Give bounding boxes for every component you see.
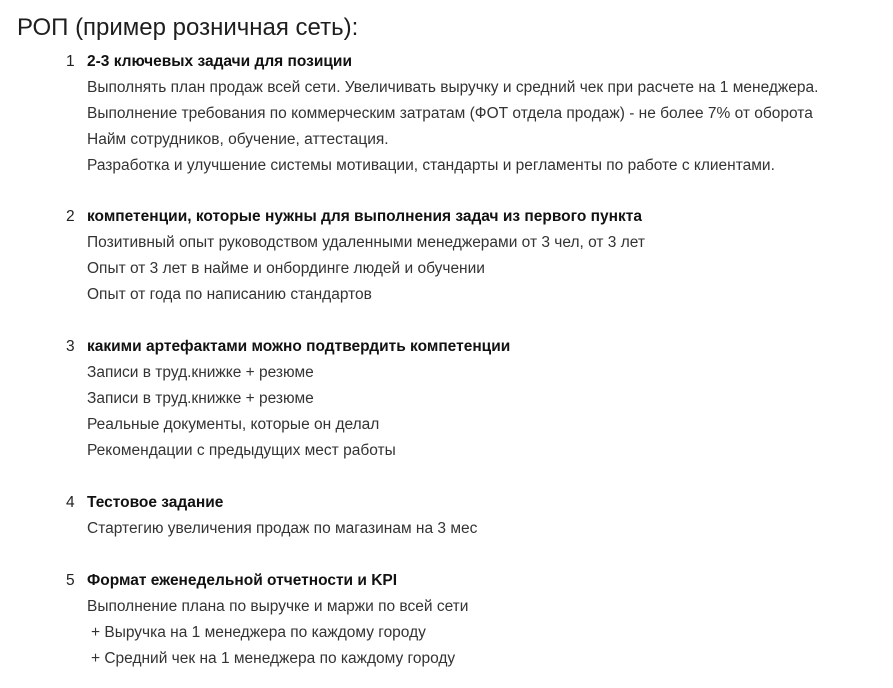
section-heading-row [0,204,893,230]
section-heading-row [0,49,893,75]
list-item [0,127,893,153]
item-text: Найм сотрудников, обучение, аттестация. [87,131,389,148]
item-text: Выполнять план продаж всей сети. Увеличивать выручку и средний чек при расчете на 1 менеджера. [87,79,819,96]
list-item [0,75,893,101]
page-title: РОП (пример розничная сеть): [17,14,359,41]
section-1 [0,49,893,179]
section-number: 1 [66,53,75,70]
item-text: Опыт от года по написанию стандартов [87,286,372,303]
section-number: 3 [66,338,75,355]
section-heading: какими артефактами можно подтвердить компетенции [87,338,511,355]
list-item [0,438,893,464]
section-2 [0,204,893,308]
list-item [0,594,893,620]
item-text: Опыт от 3 лет в найме и онбординге людей и обучении [87,260,485,277]
section-heading-row [0,334,893,360]
list-item [0,153,893,179]
item-text: Разработка и улучшение системы мотивации, стандарты и регламенты по работе с клиентами. [87,157,775,174]
list-item [0,360,893,386]
list-item [0,646,893,672]
list-item [0,620,893,646]
section-heading: Формат еженедельной отчетности и KPI [87,572,398,589]
section-heading-row [0,490,893,516]
list-item [0,516,893,542]
list-item [0,101,893,127]
item-text: Выполнение требования по коммерческим затратам (ФОТ отдела продаж) - не более 7% от оборота [87,105,813,122]
item-text: Записи в труд.книжке + резюме [87,364,314,381]
item-text: + Выручка на 1 менеджера по каждому городу [91,624,426,641]
item-text: Стартегию увеличения продаж по магазинам на 3 мес [87,520,478,537]
section-5 [0,568,893,672]
section-heading-row [0,568,893,594]
section-3 [0,334,893,464]
item-text: Позитивный опыт руководством удаленными менеджерами от 3 чел, от 3 лет [87,234,645,251]
section-4 [0,490,893,542]
list-item [0,230,893,256]
item-text: Рекомендации с предыдущих мест работы [87,442,396,459]
item-text: Реальные документы, которые он делал [87,416,380,433]
list-item [0,256,893,282]
section-number: 5 [66,572,75,589]
section-heading: компетенции, которые нужны для выполнения задач из первого пункта [87,208,642,225]
list-item [0,386,893,412]
section-heading: 2-3 ключевых задачи для позиции [87,53,352,70]
item-text: Выполнение плана по выручке и маржи по всей сети [87,598,469,615]
item-text: Записи в труд.книжке + резюме [87,390,314,407]
section-number: 2 [66,208,75,225]
section-number: 4 [66,494,75,511]
list-item [0,282,893,308]
section-heading: Тестовое задание [87,494,224,511]
list-item [0,412,893,438]
item-text: + Средний чек на 1 менеджера по каждому городу [91,650,456,667]
